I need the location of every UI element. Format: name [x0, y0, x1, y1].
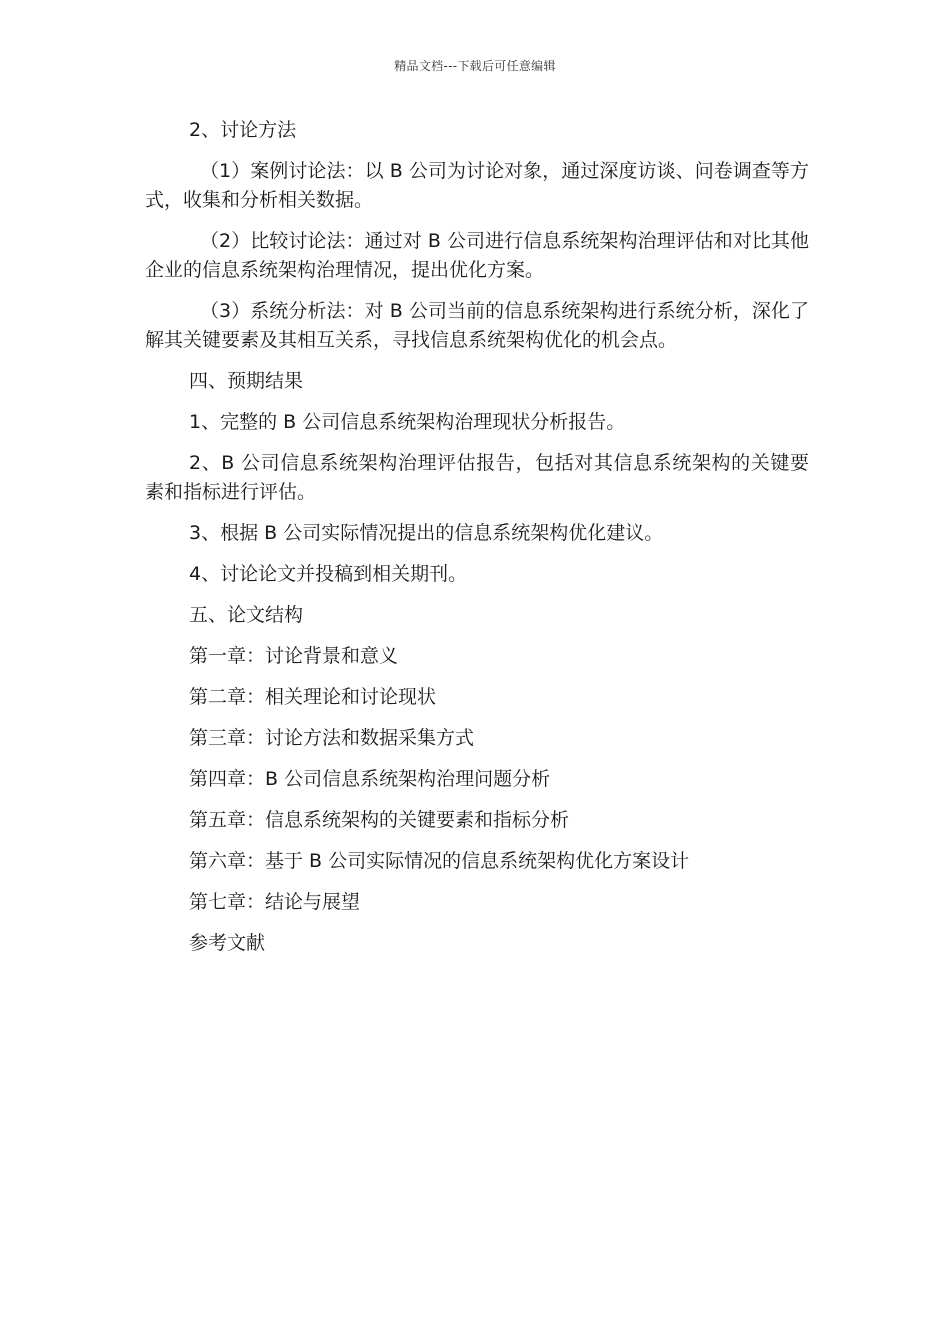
paragraph-system-analysis-method: （3）系统分析法：对 B 公司当前的信息系统架构进行系统分析，深化了解其关键要素及其相互关系，寻找信息系统架构优化的机会点。	[145, 300, 809, 351]
page-header: 精品文档---下载后可任意编辑	[394, 59, 556, 73]
paragraph-comparative-method: （2）比较讨论法：通过对 B 公司进行信息系统架构治理评估和对比其他企业的信息系统架构治理情况，提出优化方案。	[145, 230, 809, 281]
expected-result-item: 2、B 公司信息系统架构治理评估报告，包括对其信息系统架构的关键要素和指标进行评估。	[145, 452, 809, 503]
expected-result-item: 4、讨论论文并投稿到相关期刊。	[189, 563, 468, 585]
section-heading-thesis-structure: 五、论文结构	[189, 604, 304, 626]
references-heading: 参考文献	[189, 932, 266, 954]
chapter-item: 第一章：讨论背景和意义	[189, 645, 399, 667]
chapter-item: 第四章：B 公司信息系统架构治理问题分析	[189, 768, 551, 790]
paragraph-case-study-method: （1）案例讨论法：以 B 公司为讨论对象，通过深度访谈、问卷调查等方式，收集和分析相关数据。	[145, 160, 809, 211]
section-heading-research-methods: 2、讨论方法	[189, 119, 297, 141]
expected-result-item: 3、根据 B 公司实际情况提出的信息系统架构优化建议。	[189, 522, 664, 544]
chapter-item: 第七章：结论与展望	[189, 891, 361, 913]
document-body	[145, 116, 809, 970]
chapter-item: 第二章：相关理论和讨论现状	[189, 686, 437, 708]
chapter-item: 第三章：讨论方法和数据采集方式	[189, 727, 475, 749]
section-heading-expected-results: 四、预期结果	[189, 370, 304, 392]
expected-result-item: 1、完整的 B 公司信息系统架构治理现状分析报告。	[189, 411, 626, 433]
chapter-item: 第五章：信息系统架构的关键要素和指标分析	[189, 809, 570, 831]
chapter-item: 第六章：基于 B 公司实际情况的信息系统架构优化方案设计	[189, 850, 690, 872]
